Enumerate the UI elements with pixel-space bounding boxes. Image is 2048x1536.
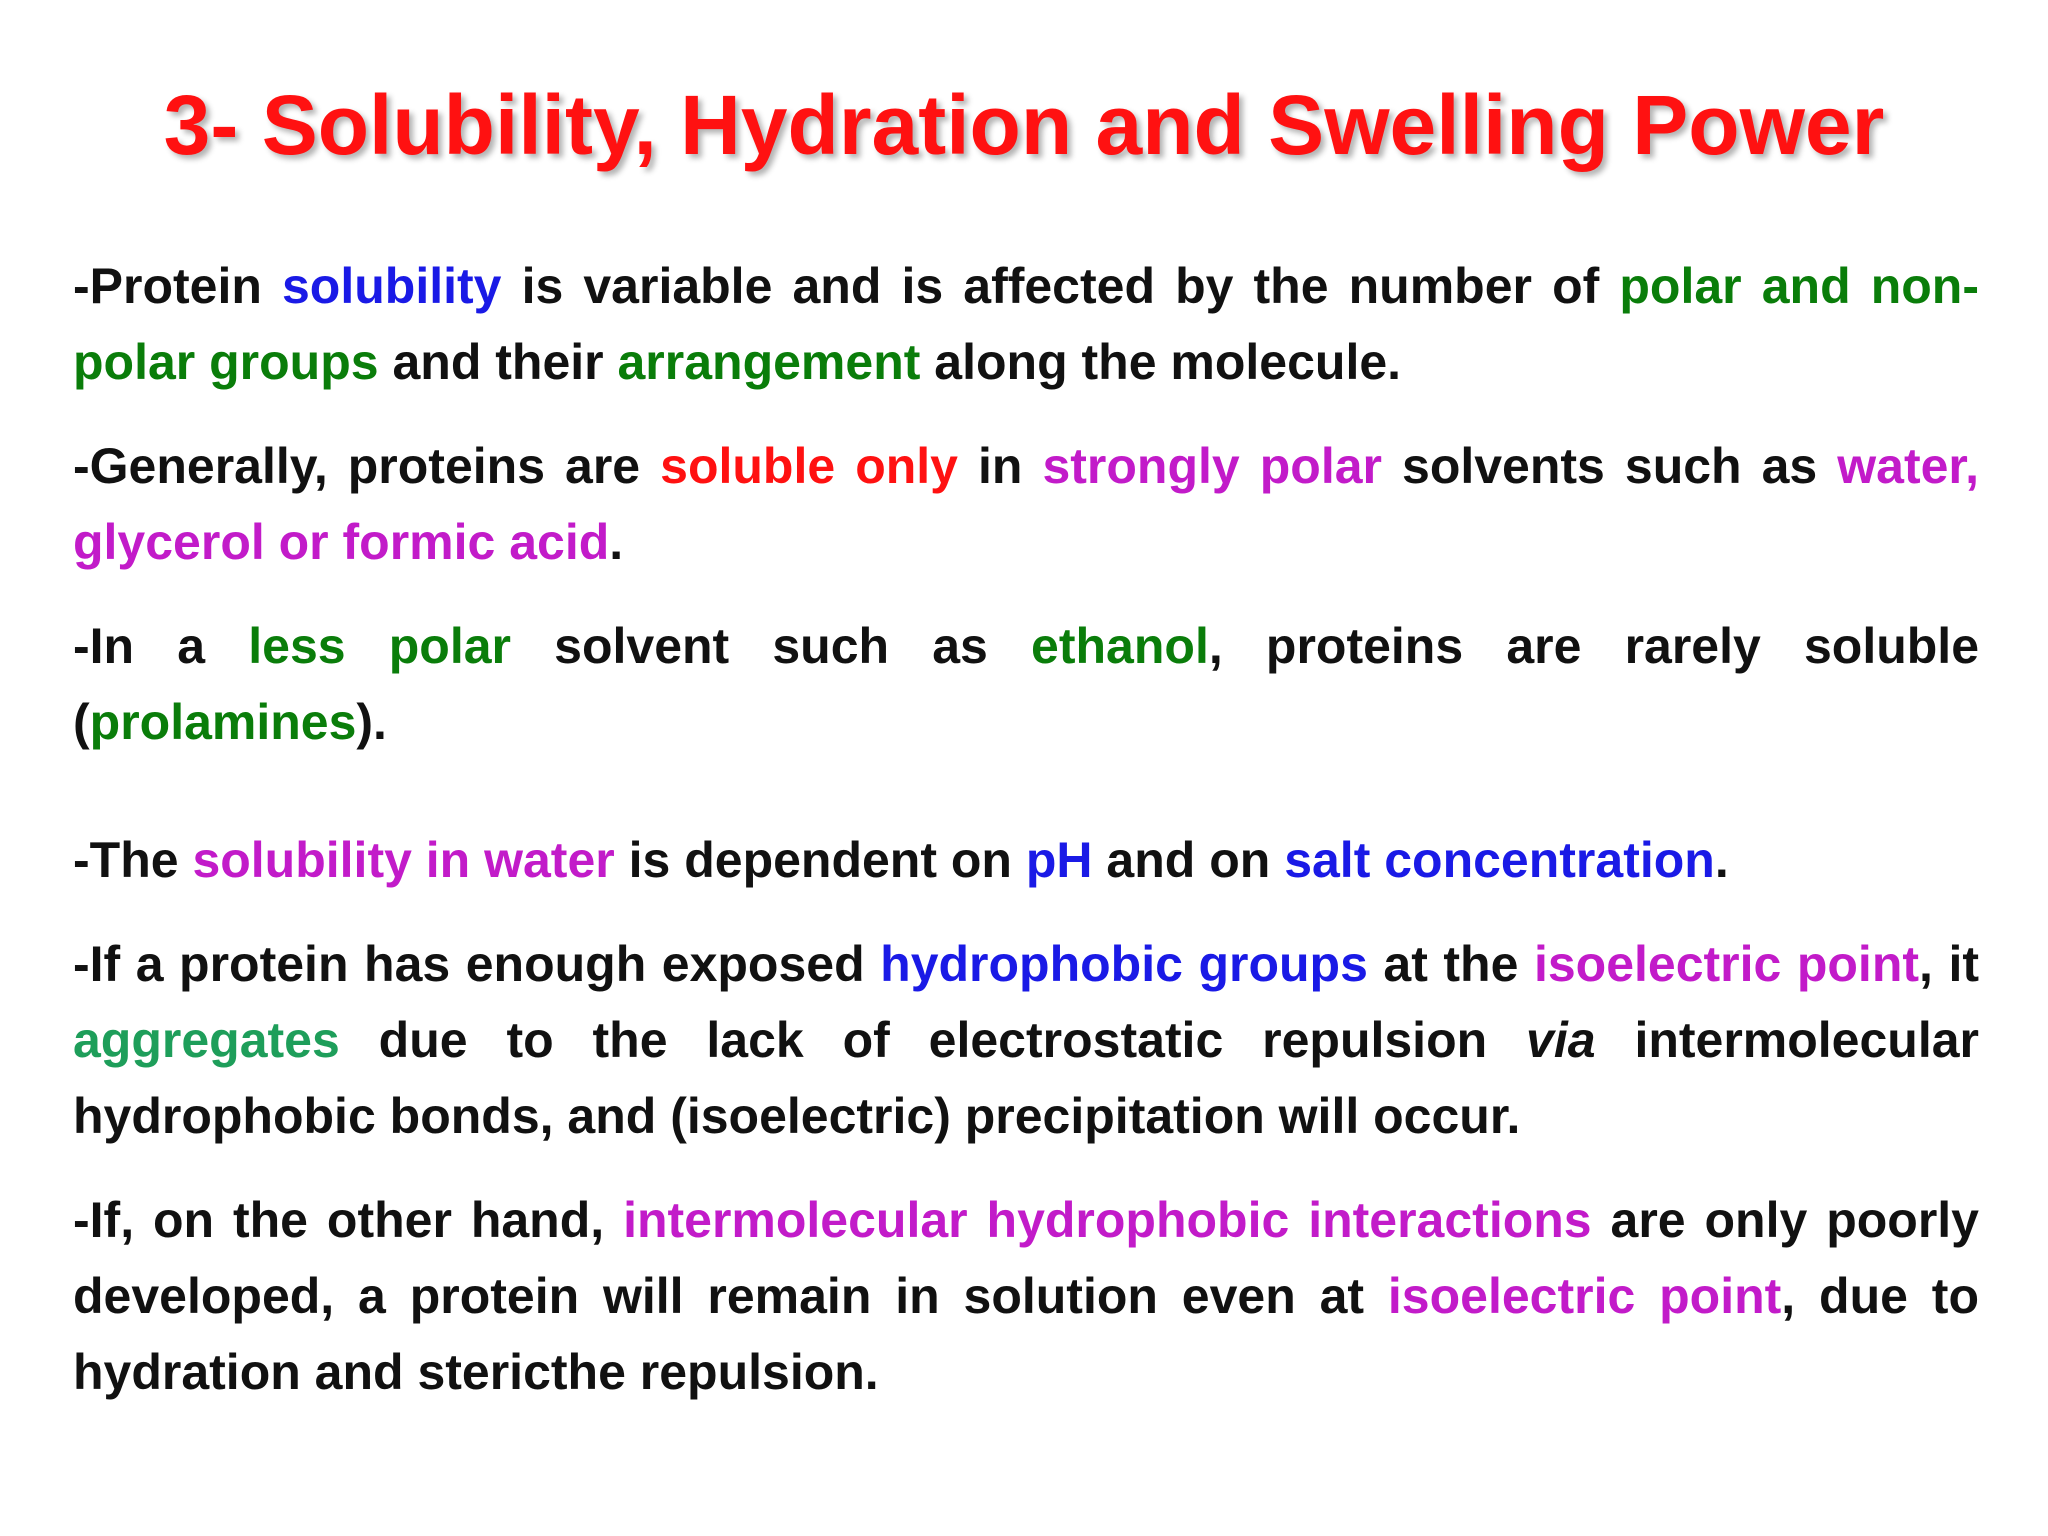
text-segment: aggregates: [73, 1012, 340, 1068]
text-segment: solvents such as: [1381, 438, 1838, 494]
text-segment: .: [1714, 832, 1729, 888]
text-segment: isoelectric point: [1387, 1268, 1782, 1324]
text-segment: , it: [1919, 936, 1979, 992]
text-segment: and on: [1092, 832, 1285, 888]
para-other-hand: [73, 1182, 1979, 1410]
text-segment: -If a protein has enough exposed: [73, 936, 881, 992]
text-segment: soluble only: [660, 438, 958, 494]
text-segment: hydrophobic groups: [880, 936, 1368, 992]
text-segment: isoelectric point: [1533, 936, 1920, 992]
text-segment: due to the lack of electrostatic repulsion: [339, 1012, 1527, 1068]
text-segment: ethanol: [1031, 618, 1209, 674]
para-less-polar: [73, 608, 1979, 760]
para-solubility-water: [73, 822, 1979, 898]
para-protein-solubility: [73, 248, 1979, 400]
slide-content: [73, 248, 1979, 1438]
text-segment: , due to hydration and stericthe repulsion.: [73, 1268, 1979, 1400]
text-segment: in: [957, 438, 1043, 494]
text-segment: solubility in water: [192, 832, 615, 888]
text-segment: via: [1526, 1012, 1596, 1068]
text-segment: ).: [356, 694, 387, 750]
text-segment: and their: [378, 334, 618, 390]
text-segment: , proteins are rarely soluble (: [73, 618, 1979, 750]
text-segment: along the molecule.: [920, 334, 1402, 390]
text-segment: -If, on the other hand,: [73, 1192, 624, 1248]
text-segment: arrangement: [617, 334, 921, 390]
text-segment: solubility: [282, 258, 502, 314]
text-segment: -Protein: [73, 258, 282, 314]
text-segment: strongly polar: [1042, 438, 1382, 494]
text-segment: solvent such as: [510, 618, 1032, 674]
text-segment: salt concentration: [1284, 832, 1715, 888]
para-hydrophobic-aggregates: [73, 926, 1979, 1154]
para-generally-soluble: [73, 428, 1979, 580]
text-segment: -The: [73, 832, 193, 888]
text-segment: polar and non-polar groups: [73, 258, 1979, 390]
text-segment: .: [609, 514, 624, 570]
slide-title: 3- Solubility, Hydration and Swelling Power: [163, 78, 1885, 172]
text-segment: is variable and is affected by the number of: [501, 258, 1620, 314]
text-segment: -In a: [73, 618, 249, 674]
text-segment: intermolecular hydrophobic bonds, and (isoelectric) precipitation will occur.: [73, 1012, 1980, 1144]
text-segment: intermolecular hydrophobic interactions: [623, 1192, 1592, 1248]
text-segment: is dependent on: [614, 832, 1026, 888]
text-segment: pH: [1025, 832, 1093, 888]
text-segment: prolamines: [89, 694, 357, 750]
text-segment: less polar: [248, 618, 511, 674]
text-segment: -Generally, proteins are: [73, 438, 661, 494]
text-segment: water, glycerol or formic acid: [73, 438, 1980, 570]
text-segment: at the: [1367, 936, 1534, 992]
text-segment: are only poorly developed, a protein will remain in solution even at: [73, 1192, 1979, 1324]
